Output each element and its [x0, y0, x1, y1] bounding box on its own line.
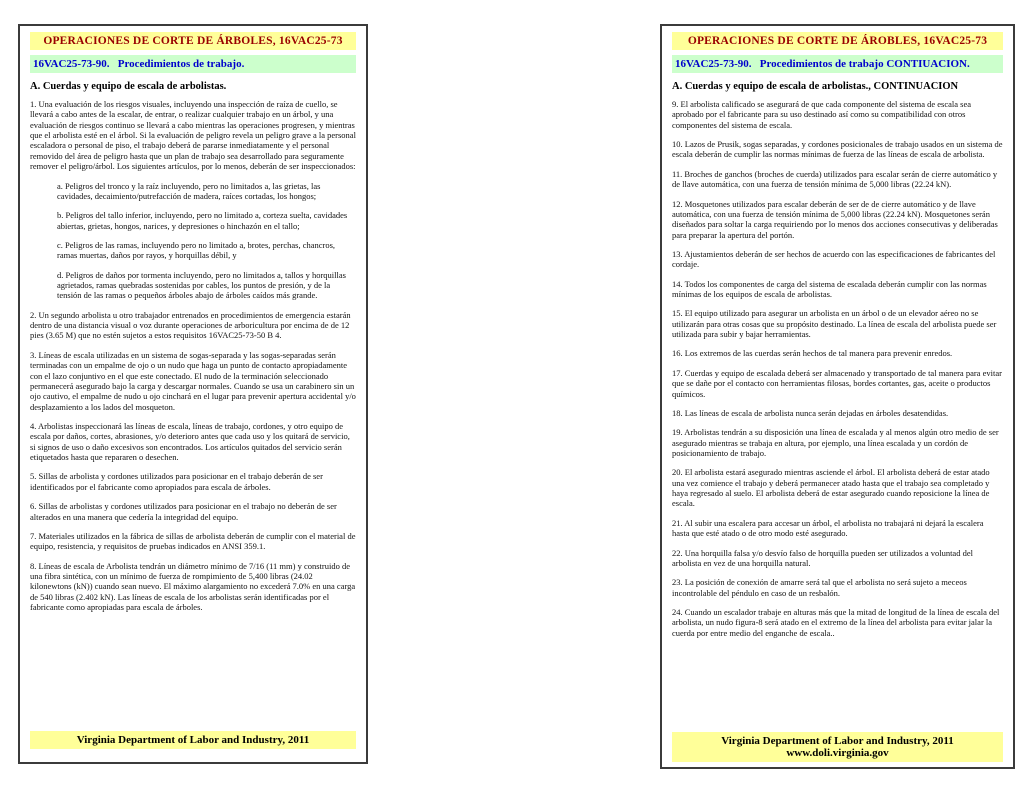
- paragraph: 9. El arbolista calificado se asegurará de que cada componente del sistema de escala sea aprobado por el fabricante para su uso destinado así como su compatibilidad con otros componentes del sistema de escala.: [672, 99, 972, 130]
- paragraph: 1. Una evaluación de los riesgos visuales, incluyendo una inspección de raíza de cuello, se llevará a cabo antes de la escalar, de entrar, o realizar cualquier trabajo en un árbol, y una evaluación de riesgos continuo se llevará a cabo mientras las operaciones progresen, y mientras que el arbolista esté en el árbol. Si la evaluación de peligro revela un peligro grave a la personal escaladora o personal de piso, el trabajo deberá de pararse inmediatamente y el personal removido del área de peligro hasta que un plan de trabajo sea desarrollado para seguramente remover el peligro/árbol. Los siguientes artículos, por lo menos, deberán de ser inspeccionados:: [30, 99, 356, 172]
- page-footer: [672, 732, 1003, 762]
- paragraph: 24. Cuando un escalador trabaje en alturas más que la mitad de longitud de la línea de escala del arbolista, un nudo figura-8 será atado en el extremo de la línea del arbolista para evitar jalar la cuerda por entre medio del enganche de escala..: [672, 606, 1000, 638]
- regulation-subheader: 16VAC25-73-90. Procedimientos de trabajo.: [30, 55, 356, 73]
- paragraph: 12. Mosquetones utilizados para escalar deberán de ser de de cierre automático y de llave automática, con una fuerza de tensión mínima de 5,000 libras (22.24 kN). Mosquetones serán diseñados para soltar la carga requiriendo por lo menos dos acciones consecutivas y deliberadas para preparar la apertura del portón.: [672, 198, 998, 240]
- right-page: [660, 24, 1015, 769]
- paragraph: 4. Arbolistas inspeccionará las líneas de escala, líneas de trabajo, cordones, y otro equipo de escala por daños, cortes, abrasiones, y/o deterioro antes que cada uso y los quitará de servicio, si signos de uso o daño excesivos son encontrados. Los artículos quitados del servicio serán etiquetados hasta que repararen o desechen.: [30, 420, 350, 463]
- paragraph: 10. Lazos de Prusik, sogas separadas, y cordones posicionales de trabajo usados en un sistema de escala deberán de cumplir las normas mínimas de fuerza de las líneas de escala de arbolista.: [672, 139, 1003, 160]
- paragraph: b. Peligros del tallo inferior, incluyendo, pero no limitado a, corteza suelta, cavidades abiertas, grietas, hongos, narices, y depresiones o hinchazón en el tallo;: [57, 210, 348, 231]
- paragraph: 16. Los extremos de las cuerdas serán hechos de tal manera para prevenir enredos.: [672, 348, 953, 359]
- paragraph: 13. Ajustamientos deberán de ser hechos de acuerdo con las especificaciones de fabricantes del cordaje.: [672, 248, 996, 270]
- paragraph: 2. Un segundo arbolista u otro trabajador entrenados en procedimientos de emergencia estarán dentro de una distancia visual o voz durante operaciones de arboricultura por encima de de 12 pies (3.65 M) que no estén sujetos a estos requisitos 16VAC25-73-50 B 4.: [30, 309, 351, 341]
- paragraph: 18. Las líneas de escala de arbolista nunca serán dejadas en árboles desatendidas.: [672, 407, 949, 418]
- page-footer: [30, 731, 356, 749]
- paragraph: c. Peligros de las ramas, incluyendo pero no limitado a, brotes, perchas, chancros, ramas muertas, daños por rayos, y horquillas débil, y: [57, 239, 336, 261]
- regulation-subheader: 16VAC25-73-90. Procedimientos de trabajo CONTIUACION.: [672, 55, 1003, 73]
- paragraph: 23. La posición de conexión de amarre será tal que el arbolista no será sujeto a meceos incontrolable del péndulo en caso de un resbalón.: [672, 577, 967, 598]
- page-body: [672, 99, 1003, 647]
- section-heading: A. Cuerdas y equipo de escala de arbolistas.: [30, 81, 227, 92]
- website-line: www.doli.virginia.gov: [786, 747, 889, 759]
- paragraph: d. Peligros de daños por tormenta incluyendo, pero no limitados a, tallos y horquillas agrietados, ramas quebradas sostenidas por cables, los puntos de presión, y de la tensión de las ramas o pequeños árboles abajo de árboles caídos más grande.: [57, 269, 346, 301]
- paragraph: 19. Arbolistas tendrán a su disposición una línea de escalada y al menos algún otro medio de ser asegurado mientras se trabaja en altura, por ejemplo, una línea escalada y un cordón de posicionamiento de trabajo.: [672, 427, 999, 458]
- paragraph: 15. El equipo utilizado para asegurar un arbolista en un árbol o de un elevador aéreo no se utilizarán para otras cosas que su propósito destinado. La línea de escala del arbolista puede ser utilizada para subir y bajar herramientas.: [672, 308, 997, 340]
- paragraph: 6. Sillas de arbolistas y cordones utilizados para posicionar en el trabajo no deberán de ser alterados en una manera que cedería la integridad del equipo.: [30, 501, 337, 522]
- paragraph: 7. Materiales utilizados en la fábrica de sillas de arbolista deberán de cumplir con el material de equipo, resistencia, y requisitos de pruebas indicados en ANSI 359.1.: [30, 530, 356, 552]
- page-banner: OPERACIONES DE CORTE DE ÁROBLES, 16VAC25-73: [672, 32, 1003, 50]
- paragraph: 22. Una horquilla falsa y/o desvío falso de horquilla pueden ser utilizados a voluntad del arbolista en vez de una horquilla natural.: [672, 547, 973, 568]
- paragraph: 3. Líneas de escala utilizadas en un sistema de sogas-separada y las sogas-separadas serán terminadas con un empalme de ojo o un nudo que haga un punto de contacto apropiadamente con el lazo conjuntivo en el que este conectado. El nudo de la terminación seleccionado permanecerá asegurado bajo la carga y descargar normales. Cuando se usa un carabinero sin un ojo cautivo, el empalme de nudo u ojo cinchará en el lugar para prevenir apertura accidental y/o desplazamiento a los lados del mosqueton.: [30, 349, 356, 412]
- paragraph: 5. Sillas de arbolista y cordones utilizados para posicionar en el trabajo deberán de ser identificados por el fabricante como apropiados para escala de árboles.: [30, 471, 323, 492]
- paragraph: 21. Al subir una escalera para accesar un árbol, el arbolista no trabajará ni dejará la escalera hasta que esté atado o de otro modo esté asegurado.: [672, 517, 984, 539]
- paragraph: 8. Líneas de escala de Arbolista tendrán un diámetro mínimo de 7/16 (11 mm) y construido de una fibra sintética, con un mínimo de fuerza de rompimiento de 5,400 libras (24.02 kilonewtons (kN)) cuando sean nuevo. El máximo alargamiento no excederá 7.0% en una carga de 540 libras (2.402 kN). Las líneas de escala de los arbolistas serán identificadas por el fabricante como apropiadas para escala de árboles.: [30, 560, 356, 613]
- page-body: [30, 99, 356, 621]
- paragraph: 20. El arbolista estará asegurado mientras asciende el árbol. El arbolista deberá de estar atado una vez comience el trabajo y deberá permanecer atado hasta que el trabajo sea completado y haya regresado al suelo. El arbolista deberá de estar asegurado cuando reposicione la línea de escala.: [672, 467, 990, 509]
- paragraph: 17. Cuerdas y equipo de escalada deberá ser almacenado y transportado de tal manera para evitar que se dañe por el contacto con herramientas filosas, bordes cortantes, gas, aceite o productos químicos.: [672, 367, 1002, 399]
- paragraph: a. Peligros del tronco y la raíz incluyendo, pero no limitados a, las grietas, las cavidades, decaimiento/putrefacción de madera, raíces cortadas, los hongos;: [57, 180, 321, 201]
- footer-line: Virginia Department of Labor and Industry, 2011: [76, 734, 310, 746]
- page-banner: OPERACIONES DE CORTE DE ÁRBOLES, 16VAC25-73: [30, 32, 356, 50]
- left-page: [18, 24, 368, 764]
- paragraph: 11. Broches de ganchos (broches de cuerda) utilizados para escalar serán de cierre automático y de llave automática, con una fuerza de tensión mínima de 5,000 libras (22.24 kN).: [672, 168, 998, 190]
- footer-line: Virginia Department of Labor and Industry, 2011: [721, 735, 954, 747]
- paragraph: 14. Todos los componentes de carga del sistema de escalada deberán cumplir con las normas mínimas de los equipos de escala de arbolistas.: [672, 278, 987, 300]
- section-heading: A. Cuerdas y equipo de escala de arbolistas., CONTINUACION: [672, 81, 959, 92]
